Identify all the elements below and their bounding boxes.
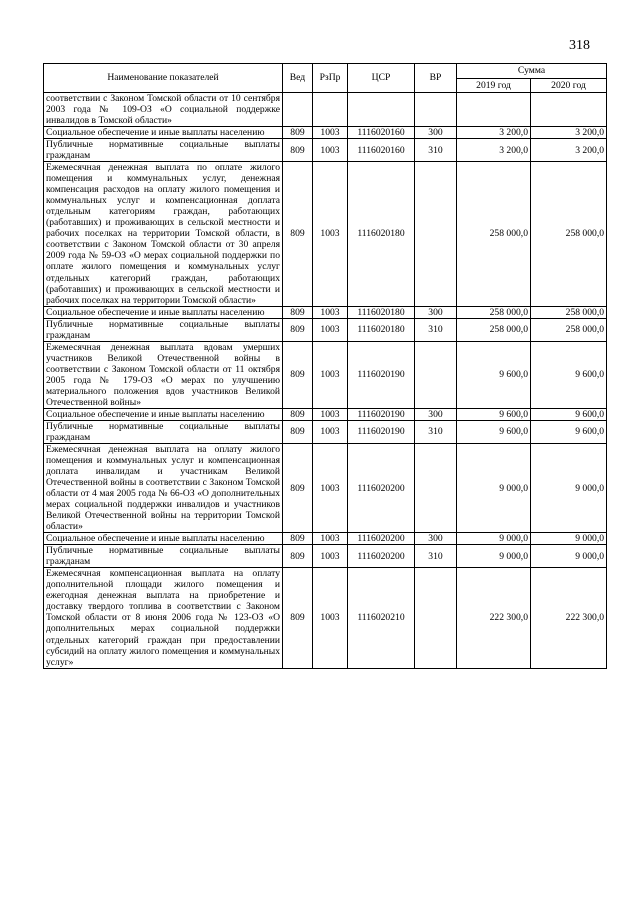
cell-name: Публичные нормативные социальные выплаты гражданам: [44, 420, 283, 443]
budget-table: [43, 63, 607, 669]
cell-ved: 809: [283, 408, 313, 420]
cell-rzpr: 1003: [313, 127, 348, 139]
cell-vr: [415, 162, 457, 306]
cell-csr: 1116020180: [348, 306, 415, 318]
cell-y2020: 258 000,0: [531, 162, 607, 306]
cell-ved: 809: [283, 318, 313, 341]
header-ved: Вед: [283, 64, 313, 93]
cell-y2019: 9 000,0: [457, 533, 531, 545]
table-row: [44, 533, 607, 545]
cell-y2019: 222 300,0: [457, 568, 531, 668]
cell-ved: 809: [283, 341, 313, 408]
cell-vr: 310: [415, 139, 457, 162]
cell-csr: 1116020190: [348, 420, 415, 443]
cell-y2020: 258 000,0: [531, 318, 607, 341]
cell-vr: 310: [415, 545, 457, 568]
cell-y2020: 3 200,0: [531, 139, 607, 162]
table-body: [44, 93, 607, 669]
table-row: [44, 443, 607, 532]
cell-rzpr: 1003: [313, 306, 348, 318]
cell-vr: [415, 568, 457, 668]
cell-rzpr: 1003: [313, 318, 348, 341]
cell-rzpr: 1003: [313, 420, 348, 443]
table-row: [44, 568, 607, 668]
cell-y2019: 9 600,0: [457, 420, 531, 443]
cell-y2020: 9 000,0: [531, 443, 607, 532]
cell-vr: 300: [415, 408, 457, 420]
cell-name: Ежемесячная денежная выплата на оплату жилого помещения и коммунальных услуг и компенсационная доплата инвалидам и участникам Великой Отечественной войны в соответствии с Законом Томской области от 4 мая 2005 года № 66-ОЗ «О дополнительных мерах социальной поддержки инвалидов и участников Великой Отечественной войны на территории Томской области»: [44, 443, 283, 532]
table-row: [44, 545, 607, 568]
cell-y2020: 9 600,0: [531, 341, 607, 408]
cell-y2020: [531, 93, 607, 127]
cell-ved: [283, 93, 313, 127]
cell-rzpr: 1003: [313, 408, 348, 420]
cell-vr: 300: [415, 306, 457, 318]
cell-y2020: 258 000,0: [531, 306, 607, 318]
cell-ved: 809: [283, 420, 313, 443]
cell-y2019: [457, 93, 531, 127]
table-row: [44, 318, 607, 341]
cell-name: Социальное обеспечение и иные выплаты населению: [44, 127, 283, 139]
table-row: [44, 341, 607, 408]
cell-y2019: 3 200,0: [457, 127, 531, 139]
cell-rzpr: 1003: [313, 545, 348, 568]
table-row: [44, 139, 607, 162]
cell-y2019: 9 600,0: [457, 408, 531, 420]
cell-y2020: 9 600,0: [531, 408, 607, 420]
cell-rzpr: 1003: [313, 139, 348, 162]
cell-y2020: 9 000,0: [531, 533, 607, 545]
cell-csr: 1116020200: [348, 533, 415, 545]
cell-name: Социальное обеспечение и иные выплаты населению: [44, 408, 283, 420]
cell-ved: 809: [283, 139, 313, 162]
cell-y2019: 9 000,0: [457, 545, 531, 568]
cell-y2019: 3 200,0: [457, 139, 531, 162]
header-csr: ЦСР: [348, 64, 415, 93]
cell-name: Публичные нормативные социальные выплаты гражданам: [44, 139, 283, 162]
header-2019: 2019 год: [457, 79, 531, 93]
cell-ved: 809: [283, 162, 313, 306]
cell-csr: 1116020190: [348, 408, 415, 420]
cell-csr: [348, 93, 415, 127]
cell-name: Ежемесячная денежная выплата по оплате жилого помещения и коммунальных услуг, денежная компенсация расходов на оплату жилого помещения и коммунальных услуг и компенсационная доплата отдельным категориям граждан, работающих (работавших) и проживающих в сельской местности и рабочих поселках на территории Томской области, в соответствии с Законом Томской области от 30 апреля 2009 года № 59-ОЗ «О мерах социальной поддержки по оплате жилого помещения и коммунальных услуг отдельных категорий граждан, работающих (работавших) и проживающих в сельской местности и рабочих поселках на территории Томской области»: [44, 162, 283, 306]
cell-y2019: 258 000,0: [457, 162, 531, 306]
cell-vr: [415, 93, 457, 127]
header-name: Наименование показателей: [44, 64, 283, 93]
cell-vr: 310: [415, 420, 457, 443]
cell-rzpr: 1003: [313, 162, 348, 306]
cell-y2019: 258 000,0: [457, 318, 531, 341]
table-row: [44, 420, 607, 443]
cell-y2020: 222 300,0: [531, 568, 607, 668]
cell-rzpr: [313, 93, 348, 127]
cell-ved: 809: [283, 568, 313, 668]
cell-vr: 310: [415, 318, 457, 341]
header-2020: 2020 год: [531, 79, 607, 93]
cell-csr: 1116020180: [348, 162, 415, 306]
table-row: [44, 127, 607, 139]
cell-rzpr: 1003: [313, 568, 348, 668]
cell-csr: 1116020210: [348, 568, 415, 668]
cell-ved: 809: [283, 545, 313, 568]
header-rzpr: РзПр: [313, 64, 348, 93]
cell-y2020: 3 200,0: [531, 127, 607, 139]
cell-csr: 1116020160: [348, 139, 415, 162]
cell-csr: 1116020190: [348, 341, 415, 408]
cell-vr: 300: [415, 127, 457, 139]
cell-y2020: 9 600,0: [531, 420, 607, 443]
cell-csr: 1116020200: [348, 545, 415, 568]
cell-name: Социальное обеспечение и иные выплаты населению: [44, 533, 283, 545]
cell-name: соответствии с Законом Томской области от 10 сентября 2003 года № 109-ОЗ «О социальной поддержке инвалидов в Томской области»: [44, 93, 283, 127]
cell-rzpr: 1003: [313, 341, 348, 408]
cell-vr: [415, 341, 457, 408]
cell-name: Публичные нормативные социальные выплаты гражданам: [44, 545, 283, 568]
cell-rzpr: 1003: [313, 533, 348, 545]
table-header-row: [44, 64, 607, 79]
table-row: [44, 306, 607, 318]
page-number: 318: [569, 38, 590, 53]
cell-y2019: 9 000,0: [457, 443, 531, 532]
cell-y2019: 9 600,0: [457, 341, 531, 408]
cell-csr: 1116020200: [348, 443, 415, 532]
cell-y2019: 258 000,0: [457, 306, 531, 318]
cell-ved: 809: [283, 443, 313, 532]
cell-vr: 300: [415, 533, 457, 545]
header-sum: Сумма: [457, 64, 607, 79]
cell-y2020: 9 000,0: [531, 545, 607, 568]
cell-csr: 1116020160: [348, 127, 415, 139]
cell-vr: [415, 443, 457, 532]
cell-name: Публичные нормативные социальные выплаты гражданам: [44, 318, 283, 341]
table-row: [44, 93, 607, 127]
cell-csr: 1116020180: [348, 318, 415, 341]
cell-name: Социальное обеспечение и иные выплаты населению: [44, 306, 283, 318]
header-vr: ВР: [415, 64, 457, 93]
table-row: [44, 162, 607, 306]
cell-name: Ежемесячная компенсационная выплата на оплату дополнительной площади жилого помещения и ежегодная денежная выплата на приобретение и доставку твердого топлива в соответствии с Законом Томской области от 8 июня 2006 года № 123-ОЗ «О дополнительных мерах социальной поддержки отдельных категорий граждан при предоставлении субсидий на оплату жилого помещения и коммунальных услуг»: [44, 568, 283, 668]
cell-ved: 809: [283, 127, 313, 139]
cell-rzpr: 1003: [313, 443, 348, 532]
cell-ved: 809: [283, 533, 313, 545]
cell-name: Ежемесячная денежная выплата вдовам умерших участников Великой Отечественной войны в соответствии с Законом Томской области от 11 октября 2005 года № 179-ОЗ «О мерах по улучшению материального положения вдов участников Великой Отечественной войны»: [44, 341, 283, 408]
cell-ved: 809: [283, 306, 313, 318]
table-row: [44, 408, 607, 420]
